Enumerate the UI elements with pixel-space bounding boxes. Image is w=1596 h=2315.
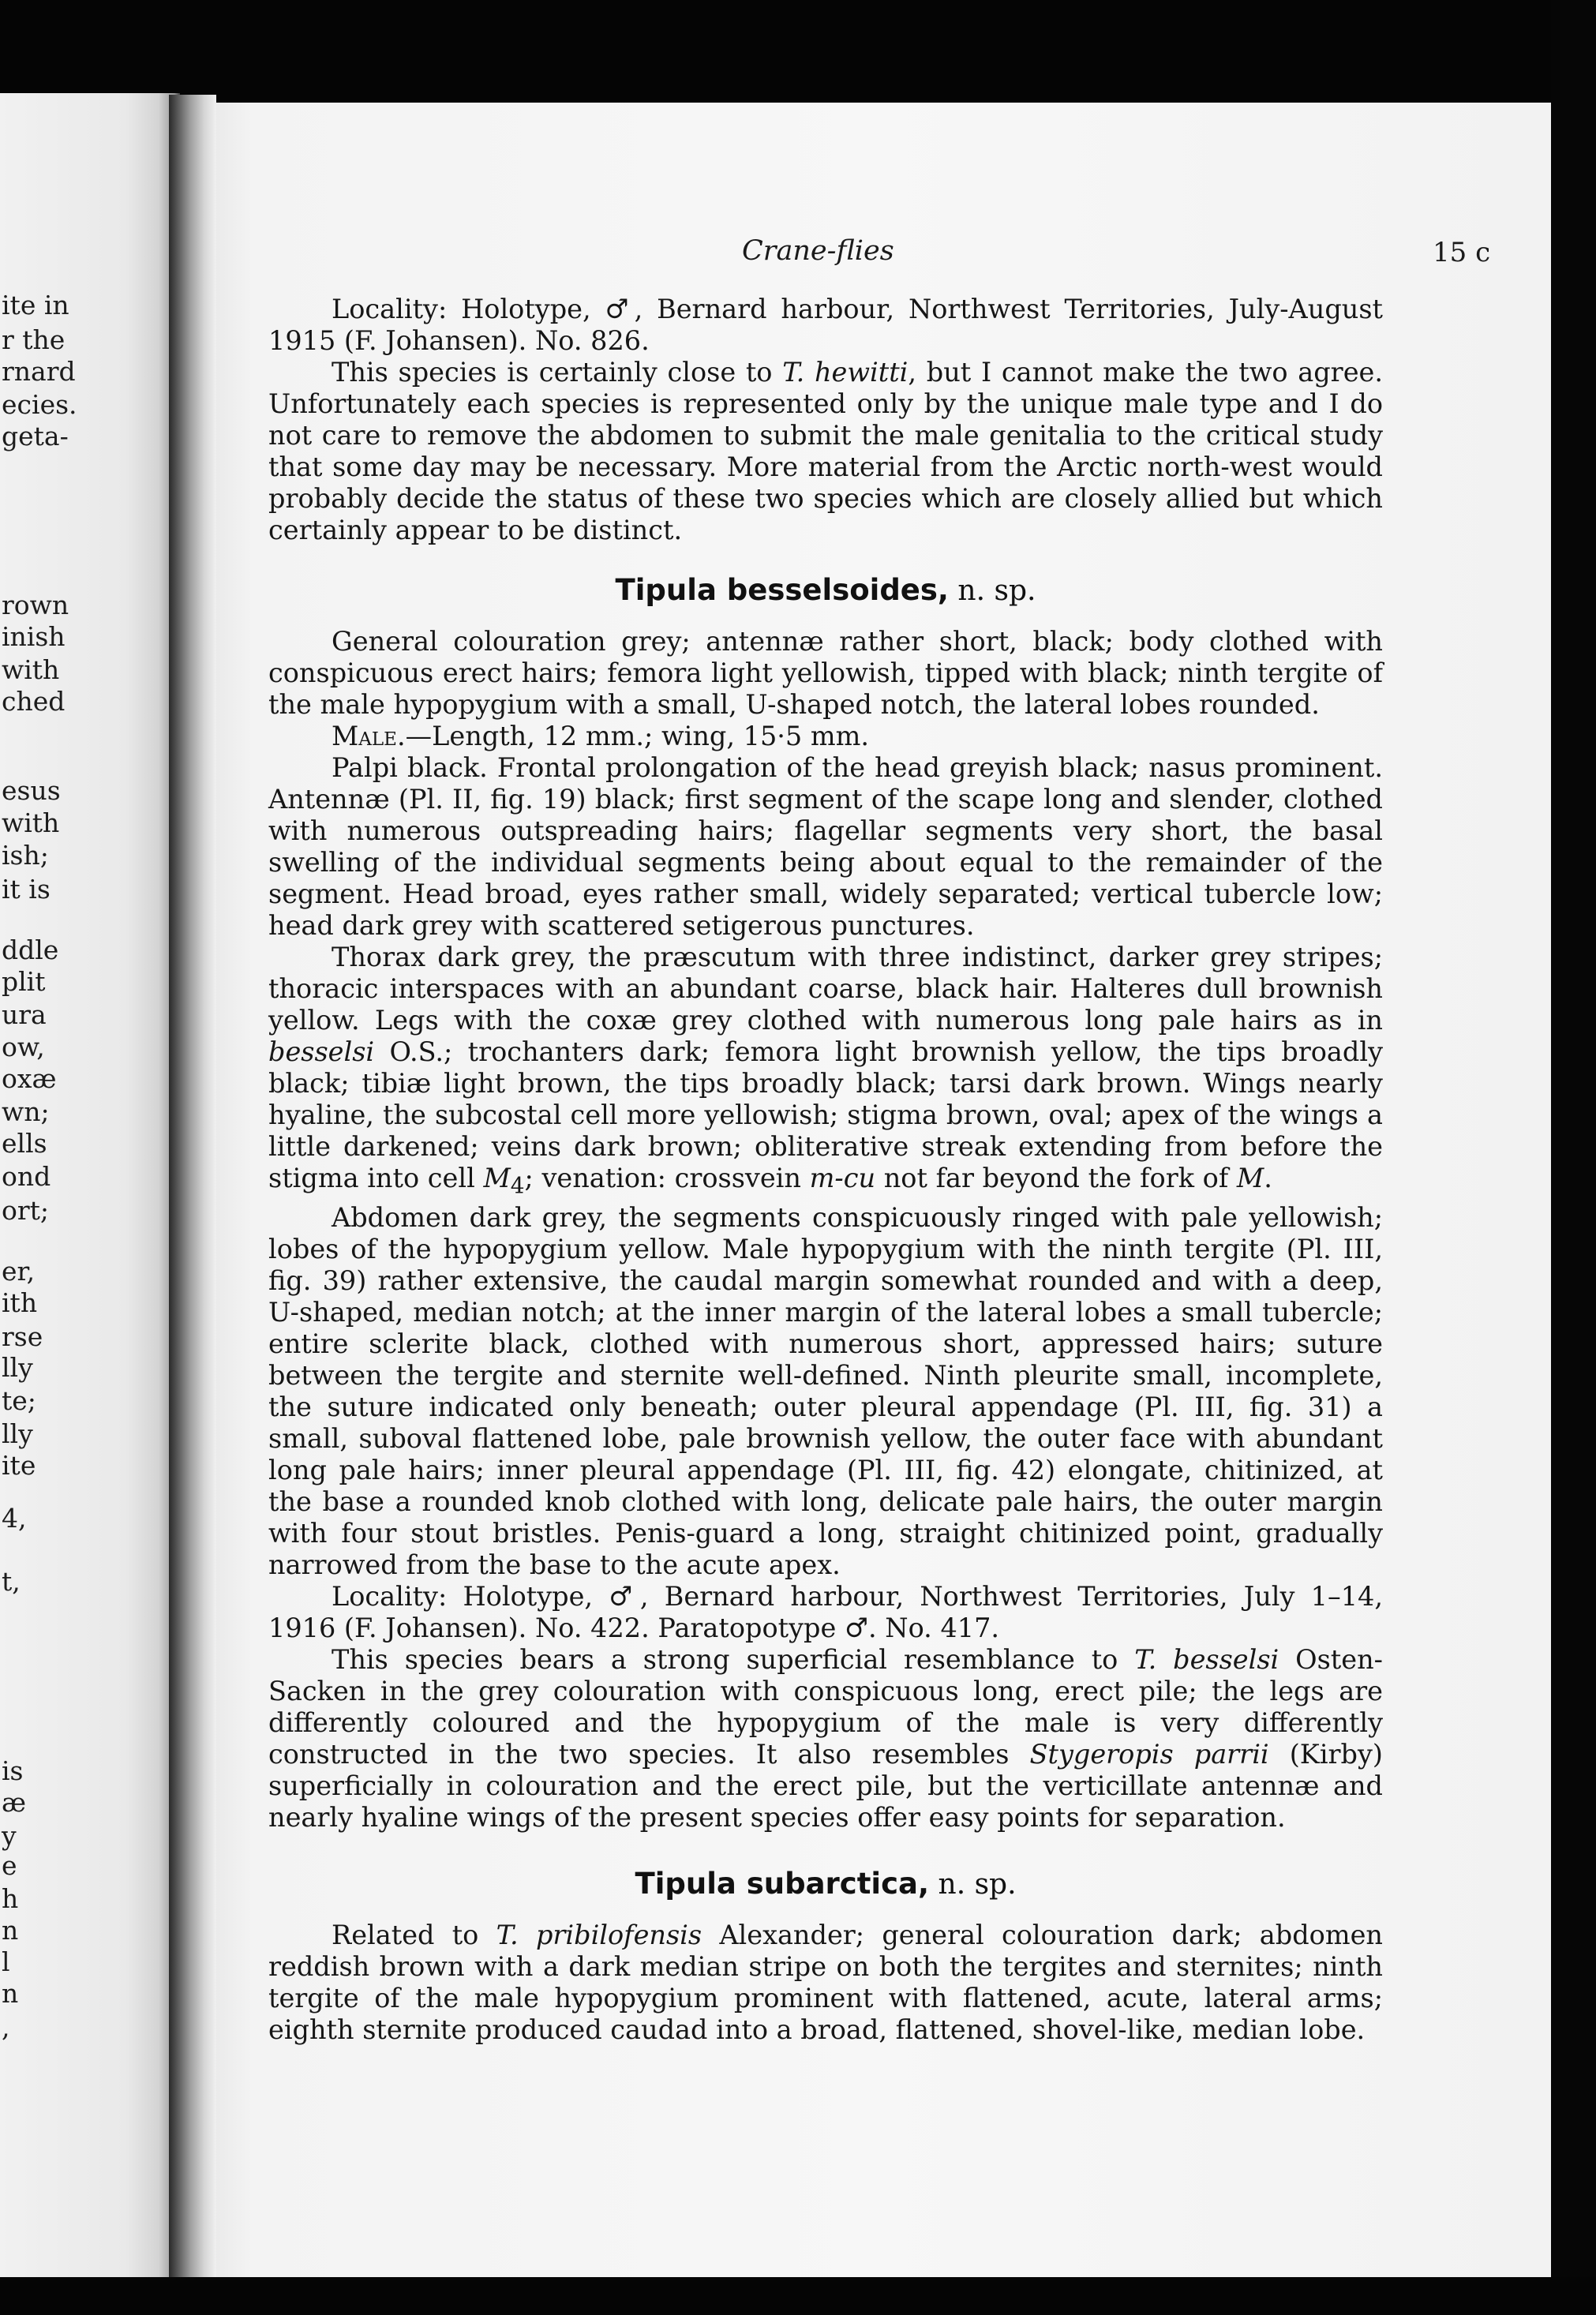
species-description-subarctica: [268, 1920, 1383, 2046]
abdomen-paragraph: Abdomen dark grey, the segments conspicuously ringed with pale yellowish; lobes of the hypopygium yellow. Male hypopygium with the ninth tergite (Pl. III, fig. 39) rather extensive, the caudal margin somewhat rounded and with a deep, U-shaped, median notch; at the inner margin of the lateral lobes a small tubercle; entire sclerite black, clothed with numerous short, appressed hairs; suture between the tergite and sternite well-defined. Ninth pleurite small, incomplete, the suture indicated only beneath; outer pleural appendage (Pl. III, fig. 31) a small, suboval flattened lobe, pale brownish yellow, the outer face with abundant long pale hairs; inner pleural appendage (Pl. III, fig. 42) elongate, chitinized, at the base a rounded knob clothed with long, delicate pale hairs, the outer margin with four stout bristles. Penis-guard a long, straight chitinized point, gradually narrowed from the base to the acute apex.: [268, 1201, 1383, 1580]
facing-page-fragment: oxæ: [2, 1063, 57, 1094]
facing-page-fragment: with: [2, 654, 60, 685]
scan-border-bottom: [0, 2277, 1596, 2315]
scan-border-top: [0, 0, 1596, 111]
running-title: Crane-flies: [742, 235, 894, 267]
facing-page-fragment: ite: [2, 1450, 36, 1481]
facing-page-fragment: ith: [2, 1287, 38, 1318]
facing-page-fragment: 4,: [2, 1503, 27, 1534]
facing-page-fragment: ura: [2, 999, 47, 1030]
facing-page-fragment: getа-: [2, 421, 69, 451]
facing-page-fragment: er,: [2, 1256, 36, 1287]
facing-page-fragment: n: [2, 1978, 19, 2009]
comparison-paragraph: This species bears a strong superficial resemblance to T. besselsi Osten-Sacken in the grey colouration with conspicuous long, erect pile; the legs are differently coloured and the hypopygium of the male is very differently constructed in the two species. It also resembles Stygeropis parrii (Kirby) superficially in colouration and the erect pile, but the verticillate antennæ and nearly hyaline wings of the present species offer easy points for separation.: [268, 1643, 1383, 1833]
male-measurements: Male.—Length, 12 mm.; wing, 15·5 mm.: [332, 721, 870, 751]
facing-page-fragment: esus: [2, 775, 61, 806]
page-gutter-shadow: [169, 95, 216, 2277]
facing-page-fragment: ched: [2, 686, 66, 717]
scan-border-right: [1551, 0, 1596, 2315]
locality-paragraph: Locality: Holotype, ♂, Bernard harbour, Northwest Territories, July-August 1915 (F. Johansen). No. 826.: [268, 294, 1383, 356]
species-heading-subarctica: Tipula subarctica, n. sp.: [635, 1867, 1017, 1901]
facing-page-fragment: it is: [2, 874, 51, 905]
facing-page-fragment: ond: [2, 1161, 51, 1192]
facing-page-fragment: ish;: [2, 840, 49, 871]
facing-page-fragment: ow,: [2, 1032, 45, 1062]
previous-species-section: [268, 294, 1383, 546]
facing-page-fragment: r the: [2, 324, 66, 355]
facing-page-fragment: y: [2, 1820, 17, 1851]
locality-paragraph: Locality: Holotype, ♂, Bernard harbour, Northwest Territories, July 1–14, 1916 (F. Johansen). No. 422. Paratopotype ♂. No. 417.: [268, 1580, 1383, 1643]
facing-page-fragment: ells: [2, 1128, 47, 1159]
diagnosis-paragraph: General colouration grey; antennæ rather short, black; body clothed with conspicuous erect hairs; femora light yellowish, tipped with black; ninth tergite of the male hypopygium with a small, U-shaped notch, the lateral lobes rounded.: [268, 626, 1383, 720]
facing-page-fragment: e: [2, 1850, 17, 1881]
facing-page-fragment: h: [2, 1883, 19, 1914]
page-number: 15 c: [1433, 237, 1491, 268]
facing-page-fragment: ecies.: [2, 389, 77, 420]
facing-page-fragment: ite in: [2, 290, 69, 320]
head-paragraph: Palpi black. Frontal prolongation of the head greyish black; nasus prominent. Antennæ (Pl. II, fig. 19) black; first segment of the scape long and slender, clothed with numerous outspreading hairs; flagellar segments very short, the basal swelling of the individual segments being about equal to the remainder of the segment. Head broad, eyes rather small, widely separated; vertical tubercle low; head dark grey with scattered setigerous punctures.: [268, 752, 1383, 941]
facing-page-fragment: ort;: [2, 1195, 50, 1226]
facing-page-fragment: ddle: [2, 935, 59, 965]
discussion-paragraph: This species is certainly close to T. hewitti, but I cannot make the two agree. Unfortunately each species is represented only by the unique male type and I do not care to remove the abdomen to submit the male genitalia to the critical study that some day may be necessary. More material from the Arctic north-west would probably decide the status of these two species which are closely allied but which certainly appear to be distinct.: [268, 357, 1383, 545]
diagnosis-paragraph: Related to T. pribilofensis Alexander; general colouration dark; abdomen reddish brown with a dark median stripe on both the tergites and sternites; ninth tergite of the male hypopygium prominent with flattened, acute, lateral arms; eighth sternite produced caudad into a broad, flattened, shovel-like, median lobe.: [268, 1920, 1383, 2045]
facing-page-fragment: æ: [2, 1787, 27, 1818]
facing-page-fragment: rown: [2, 590, 69, 620]
facing-page-fragment: t,: [2, 1566, 21, 1597]
species-heading-besselsoides: Tipula besselsoides, n. sp.: [615, 573, 1036, 607]
facing-page-fragment: wn;: [2, 1096, 50, 1127]
facing-page-fragment: n: [2, 1915, 19, 1946]
facing-page-fragment: is: [2, 1755, 24, 1786]
facing-page-fragment: te;: [2, 1385, 36, 1416]
facing-page-fragment: lly: [2, 1352, 33, 1383]
facing-page-fragment: plit: [2, 966, 46, 997]
facing-page-fragment: l: [2, 1946, 10, 1977]
facing-page-fragment: lly: [2, 1418, 33, 1449]
facing-page-fragment: ,: [2, 2012, 10, 2043]
facing-page-fragment: inish: [2, 621, 66, 652]
species-description-besselsoides: [268, 626, 1383, 1834]
thorax-paragraph: Thorax dark grey, the præscutum with three indistinct, darker grey stripes; thoracic interspaces with an abundant coarse, black hair. Halteres dull brownish yellow. Legs with the coxæ grey clothed with numerous long pale hairs as in besselsi O.S.; trochanters dark; femora light brownish yellow, the tips broadly black; tibiæ light brown, the tips broadly black; tarsi dark brown. Wings nearly hyaline, the subcostal cell more yellowish; stigma brown, oval; apex of the wings a little darkened; veins dark brown; obliterative streak extending from before the stigma into cell $M_4$; venation: crossvein m-cu not far beyond the fork of M.: [268, 942, 1383, 1199]
facing-page-fragment: with: [2, 807, 60, 838]
facing-page-fragment: rnard: [2, 356, 76, 387]
facing-page-fragment: rse: [2, 1321, 43, 1352]
